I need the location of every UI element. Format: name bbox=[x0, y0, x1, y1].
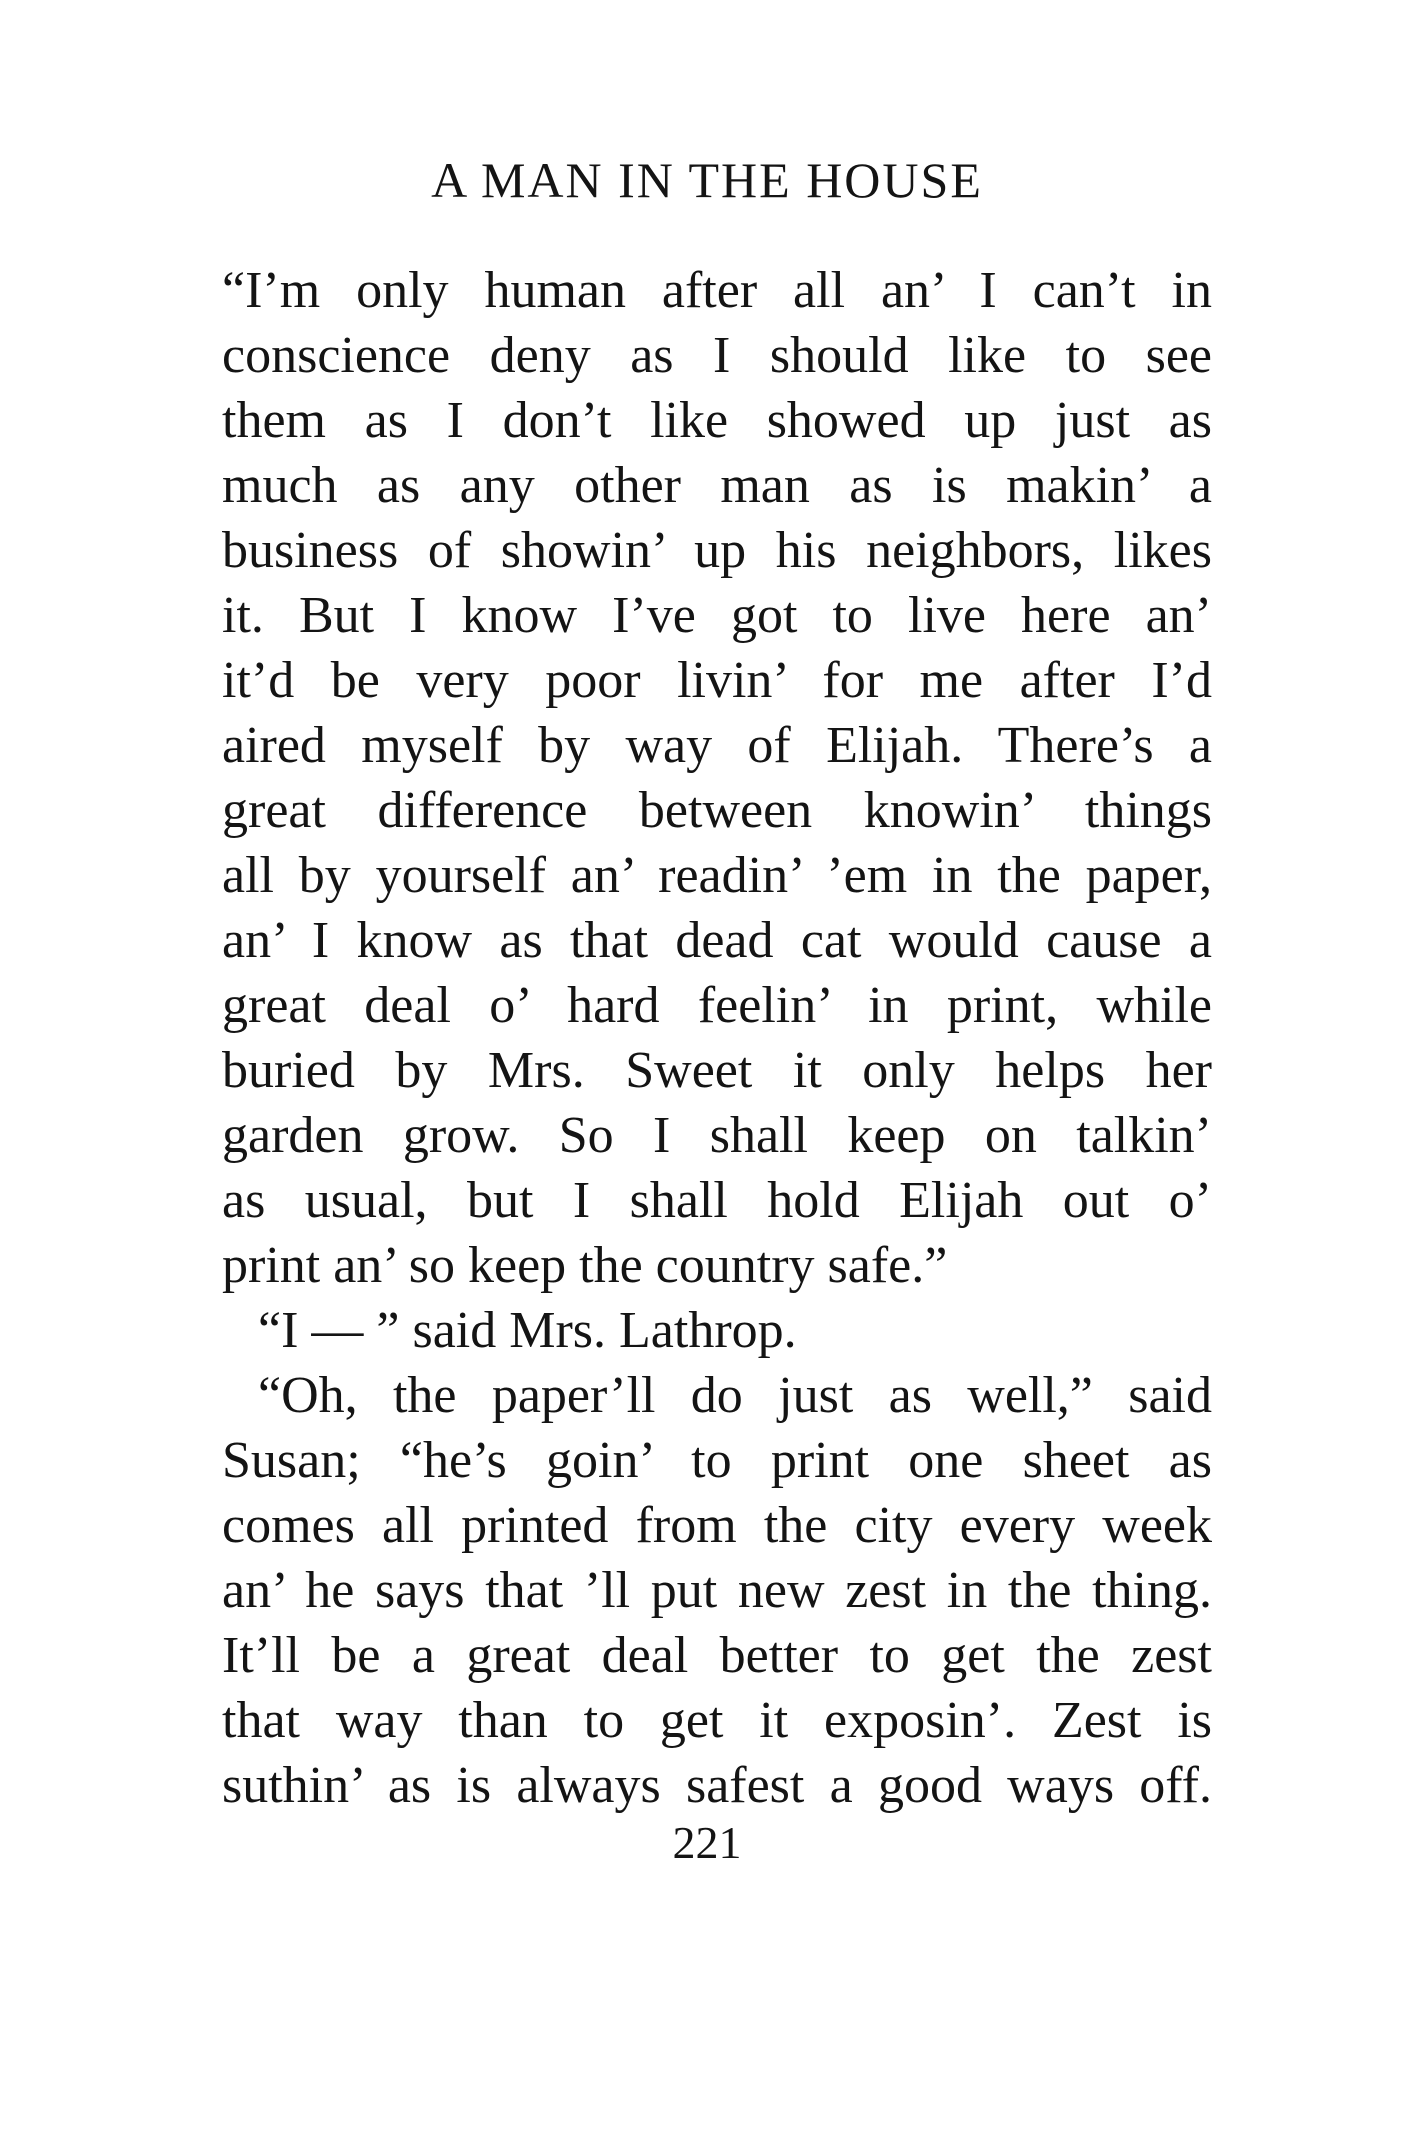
text-line: “Oh, the paper’ll do just as well,” said bbox=[258, 1367, 1212, 1424]
text-line: garden grow. So I shall keep on talkin’ bbox=[222, 1107, 1212, 1164]
text-line: “I — ” said Mrs. Lathrop. bbox=[258, 1302, 797, 1359]
text-line: Susan; “he’s goin’ to print one sheet as bbox=[222, 1432, 1212, 1489]
text-line: aired myself by way of Elijah. There’s a bbox=[222, 717, 1212, 774]
text-line: “I’m only human after all an’ I can’t in bbox=[222, 262, 1212, 319]
text-line: print an’ so keep the country safe.” bbox=[222, 1237, 948, 1294]
text-line: buried by Mrs. Sweet it only helps her bbox=[222, 1042, 1212, 1099]
text-line: suthin’ as is always safest a good ways off. bbox=[222, 1757, 1212, 1814]
text-line: as usual, but I shall hold Elijah out o’ bbox=[222, 1172, 1212, 1229]
text-line: great difference between knowin’ things bbox=[222, 782, 1212, 839]
text-line: great deal o’ hard feelin’ in print, while bbox=[222, 977, 1212, 1034]
text-line: all by yourself an’ readin’ ’em in the paper, bbox=[222, 847, 1212, 904]
text-line: it’d be very poor livin’ for me after I’d bbox=[222, 652, 1212, 709]
text-line: comes all printed from the city every week bbox=[222, 1497, 1212, 1554]
running-head: A MAN IN THE HOUSE bbox=[431, 152, 983, 208]
text-line: that way than to get it exposin’. Zest is bbox=[222, 1692, 1212, 1749]
text-line: much as any other man as is makin’ a bbox=[222, 457, 1212, 514]
text-line: conscience deny as I should like to see bbox=[222, 327, 1212, 384]
text-line: business of showin’ up his neighbors, likes bbox=[222, 522, 1212, 579]
body-text bbox=[222, 258, 1212, 1818]
page-number: 221 bbox=[672, 1817, 742, 1868]
text-line: It’ll be a great deal better to get the zest bbox=[222, 1627, 1212, 1684]
text-line: an’ I know as that dead cat would cause a bbox=[222, 912, 1212, 969]
text-line: them as I don’t like showed up just as bbox=[222, 392, 1212, 449]
text-line: it. But I know I’ve got to live here an’ bbox=[222, 587, 1212, 644]
text-line: an’ he says that ’ll put new zest in the thing. bbox=[222, 1562, 1212, 1619]
